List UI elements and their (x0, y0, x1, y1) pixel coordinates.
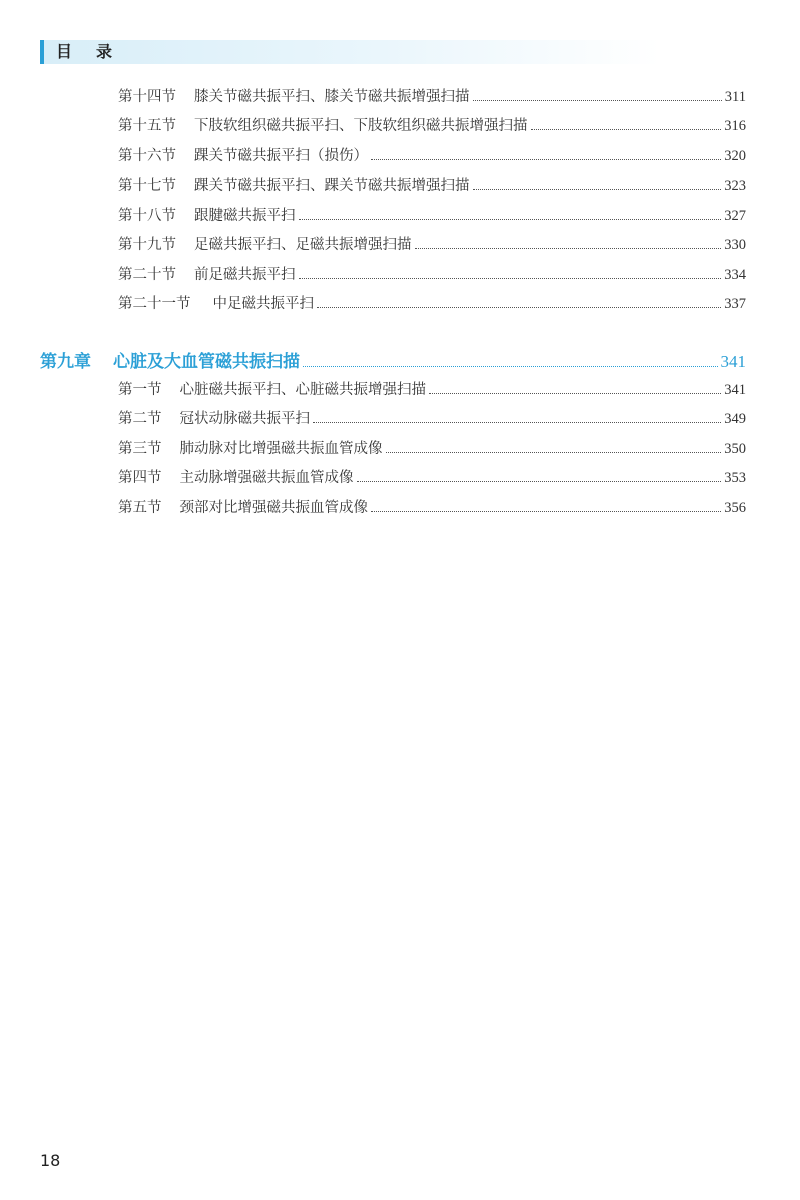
footer-page-number: 18 (40, 1151, 61, 1170)
toc-entry[interactable] (118, 175, 746, 197)
toc-leader-dots (299, 278, 722, 279)
toc-leader-dots (317, 307, 721, 308)
toc-leader-dots (429, 393, 721, 394)
toc-entry[interactable] (118, 408, 746, 430)
toc-page-number: 353 (724, 470, 746, 486)
toc-entry[interactable] (118, 145, 746, 167)
toc-page-number: 311 (724, 89, 746, 105)
toc-section-title: 前足磁共振平扫 (194, 267, 296, 283)
toc-entry[interactable] (118, 86, 746, 108)
chapter-title: 心脏及大血管磁共振扫描 (113, 352, 300, 372)
toc-section-title: 心脏磁共振平扫、心脏磁共振增强扫描 (179, 382, 426, 398)
toc-page-number: 323 (724, 178, 746, 194)
toc-page-number: 341 (724, 382, 746, 398)
chapter-number: 第九章 (40, 352, 91, 372)
toc-section-number: 第一节 (118, 382, 162, 398)
running-header (40, 40, 660, 64)
toc-section-title: 足磁共振平扫、足磁共振增强扫描 (194, 237, 412, 253)
toc-leader-dots (473, 189, 722, 190)
toc-section-number: 第十四节 (118, 89, 176, 105)
toc-section-number: 第四节 (118, 470, 162, 486)
chapter-leader-dots (303, 366, 718, 367)
toc-leader-dots (473, 100, 722, 101)
toc-section-title: 踝关节磁共振平扫、踝关节磁共振增强扫描 (194, 178, 470, 194)
toc-entry[interactable] (118, 205, 746, 227)
toc-entry[interactable] (118, 467, 746, 489)
toc-entry[interactable] (118, 115, 746, 137)
toc-page-number: 356 (724, 500, 746, 516)
toc-section-title: 膝关节磁共振平扫、膝关节磁共振增强扫描 (194, 89, 470, 105)
toc-page-number: 316 (724, 118, 746, 134)
toc-page-number: 327 (724, 208, 746, 224)
header-accent-bar (40, 40, 44, 64)
toc-entry[interactable] (118, 438, 746, 460)
toc-section-title: 中足磁共振平扫 (212, 296, 314, 312)
toc-page-number: 334 (724, 267, 746, 283)
toc-chapter-heading[interactable] (40, 349, 746, 375)
toc-entry[interactable] (118, 293, 746, 315)
toc-leader-dots (371, 511, 721, 512)
toc-section-title: 跟腱磁共振平扫 (194, 208, 296, 224)
toc-page-number: 350 (724, 441, 746, 457)
toc-entry[interactable] (118, 234, 746, 256)
toc-entry[interactable] (118, 379, 746, 401)
toc-leader-dots (371, 159, 721, 160)
toc-leader-dots (299, 219, 722, 220)
toc-leader-dots (313, 422, 721, 423)
toc-section-number: 第三节 (118, 441, 162, 457)
toc-section-title: 肺动脉对比增强磁共振血管成像 (179, 441, 383, 457)
toc-page-number: 320 (724, 148, 746, 164)
toc-page-number: 330 (724, 237, 746, 253)
toc-section-title: 下肢软组织磁共振平扫、下肢软组织磁共振增强扫描 (194, 118, 528, 134)
toc-section-title: 踝关节磁共振平扫（损伤） (194, 148, 368, 164)
toc-page-number: 349 (724, 411, 746, 427)
chapter-page-number: 341 (720, 352, 746, 371)
header-title: 目录 (56, 42, 137, 61)
toc-leader-dots (531, 129, 722, 130)
toc-section-number: 第十六节 (118, 148, 176, 164)
toc-section-number: 第十八节 (118, 208, 176, 224)
toc-section-title: 颈部对比增强磁共振血管成像 (179, 500, 368, 516)
toc-entry[interactable] (118, 264, 746, 286)
toc-section-number: 第十七节 (118, 178, 176, 194)
toc-section-number: 第十五节 (118, 118, 176, 134)
toc-section-title: 冠状动脉磁共振平扫 (179, 411, 310, 427)
toc-leader-dots (386, 452, 722, 453)
toc-section-title: 主动脉增强磁共振血管成像 (179, 470, 354, 486)
toc-page-number: 337 (724, 296, 746, 312)
toc-entry[interactable] (118, 497, 746, 519)
toc-section-number: 第二节 (118, 411, 162, 427)
toc-leader-dots (357, 481, 722, 482)
toc-section-number: 第二十一节 (118, 296, 191, 312)
toc-leader-dots (415, 248, 722, 249)
toc-section-number: 第十九节 (118, 237, 176, 253)
toc-section-number: 第二十节 (118, 267, 176, 283)
toc-section-number: 第五节 (118, 500, 162, 516)
